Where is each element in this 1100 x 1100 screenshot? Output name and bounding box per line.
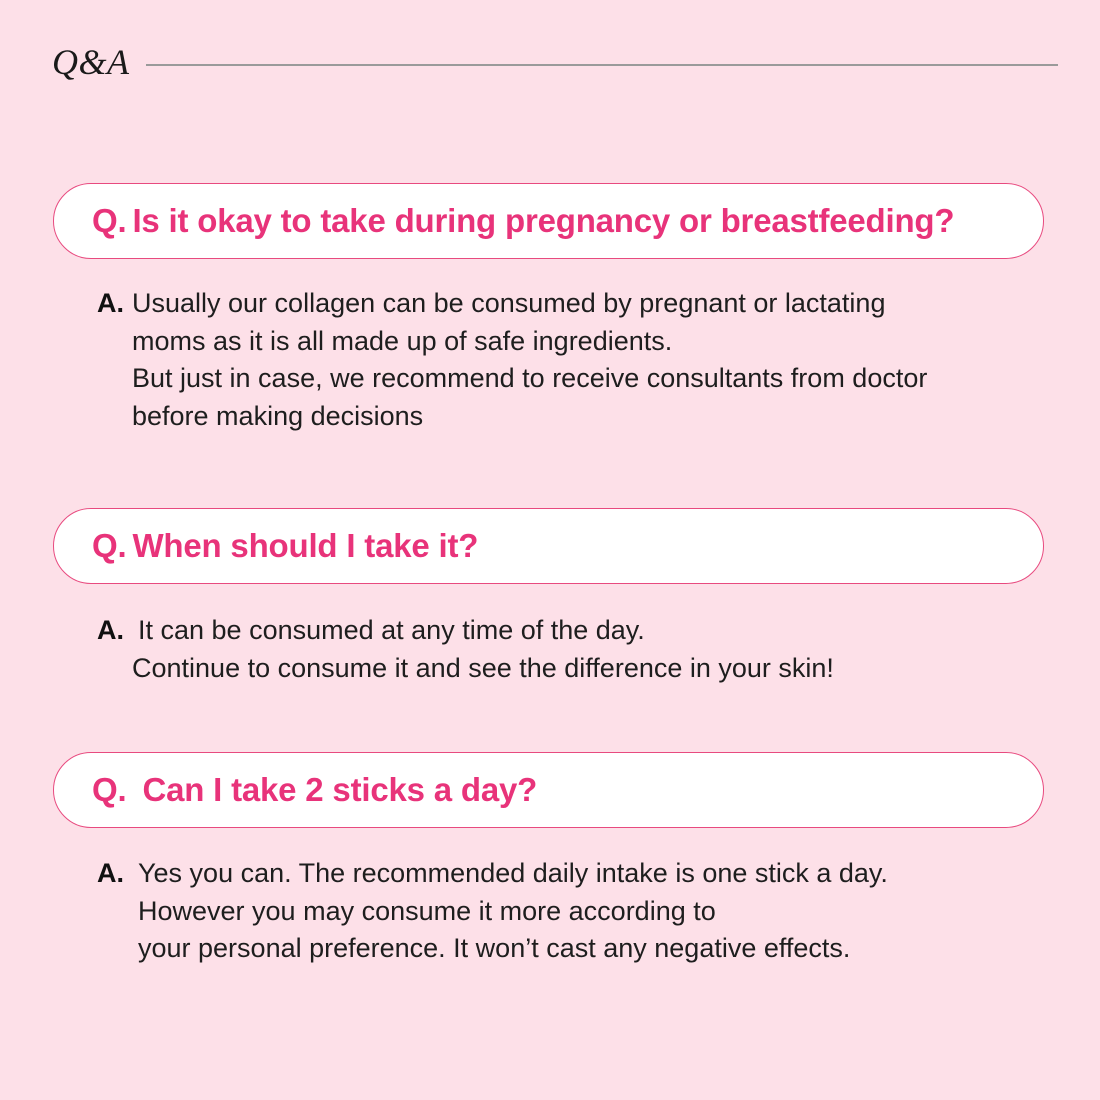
header-divider	[146, 64, 1058, 66]
answer-text	[132, 612, 834, 687]
faq-question-pill	[53, 183, 1044, 259]
answer-prefix: A.	[97, 615, 124, 645]
question-prefix: Q.	[92, 771, 127, 808]
answer-prefix: A.	[97, 288, 124, 318]
answer-line: your personal preference. It won’t cast any negative effects.	[138, 933, 851, 963]
answer-line: Yes you can. The recommended daily intake is one stick a day.	[138, 858, 888, 888]
answer-line: Usually our collagen can be consumed by pregnant or lactating	[132, 288, 886, 318]
answer-line: moms as it is all made up of safe ingredients.	[132, 325, 673, 356]
faq-question-pill	[53, 752, 1044, 828]
question-text: Can I take 2 sticks a day?	[142, 771, 538, 808]
faq-question	[92, 753, 537, 826]
answer-line: It can be consumed at any time of the day.	[138, 615, 645, 645]
question-prefix: Q.	[92, 202, 127, 239]
question-text: When should I take it?	[132, 527, 479, 564]
question-prefix: Q.	[92, 527, 127, 564]
question-text: Is it okay to take during pregnancy or breastfeeding?	[132, 202, 955, 239]
answer-prefix: A.	[97, 858, 124, 888]
answer-text	[138, 855, 888, 968]
answer-line: But just in case, we recommend to receive consultants from doctor	[132, 363, 928, 393]
faq-question	[92, 509, 478, 582]
page-title: Q&A	[52, 42, 130, 82]
answer-line: However you may consume it more according to	[138, 895, 716, 926]
answer-line: before making decisions	[132, 400, 424, 431]
faq-question	[92, 184, 954, 257]
answer-text	[132, 285, 927, 435]
faq-question-pill	[53, 508, 1044, 584]
answer-line: Continue to consume it and see the difference in your skin!	[132, 652, 834, 683]
